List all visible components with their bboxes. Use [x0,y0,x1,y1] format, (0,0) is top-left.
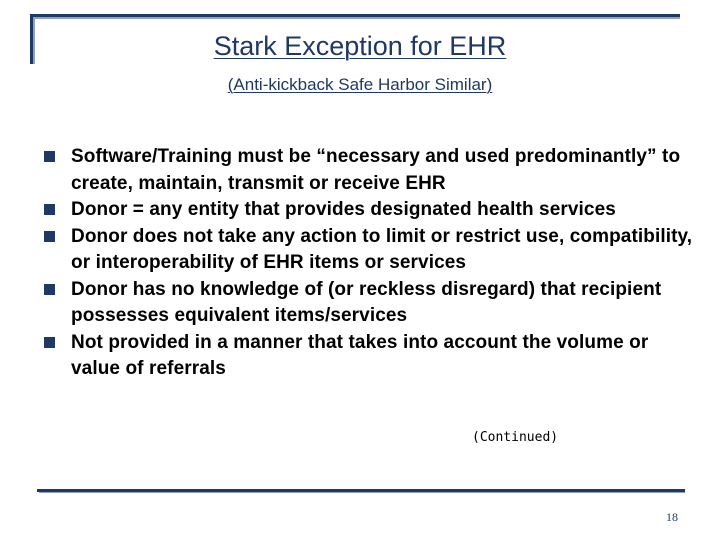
bullet-item [44,330,694,383]
bullet-item [44,144,694,197]
bullet-list [44,144,694,383]
bullet-item [44,277,694,330]
bullet-item [44,224,694,277]
square-bullet-icon [44,337,55,348]
slide-subtitle: (Anti-kickback Safe Harbor Similar) [227,75,493,94]
page-number: 18 [666,510,678,524]
slide-title: Stark Exception for EHR [213,31,507,61]
square-bullet-icon [44,231,55,242]
continued-note: (Continued) [472,430,559,445]
bullet-text: Software/Training must be “necessary and used predominantly” to create, maintain, transmit or receive EHR [71,146,681,194]
bottom-divider-shadow [39,492,685,493]
bullet-item [44,197,694,224]
square-bullet-icon [44,204,55,215]
bullet-text: Not provided in a manner that takes into account the volume or value of referrals [71,331,649,379]
bullet-text: Donor has no knowledge of (or reckless disregard) that recipient possesses equivalent items/services [71,278,662,326]
square-bullet-icon [44,151,55,162]
top-frame-shadow [34,17,680,19]
bullet-text: Donor does not take any action to limit or restrict use, compatibility, or interoperability of EHR items or services [71,225,693,273]
bullet-text: Donor = any entity that provides designated health services [71,199,616,220]
square-bullet-icon [44,284,55,295]
